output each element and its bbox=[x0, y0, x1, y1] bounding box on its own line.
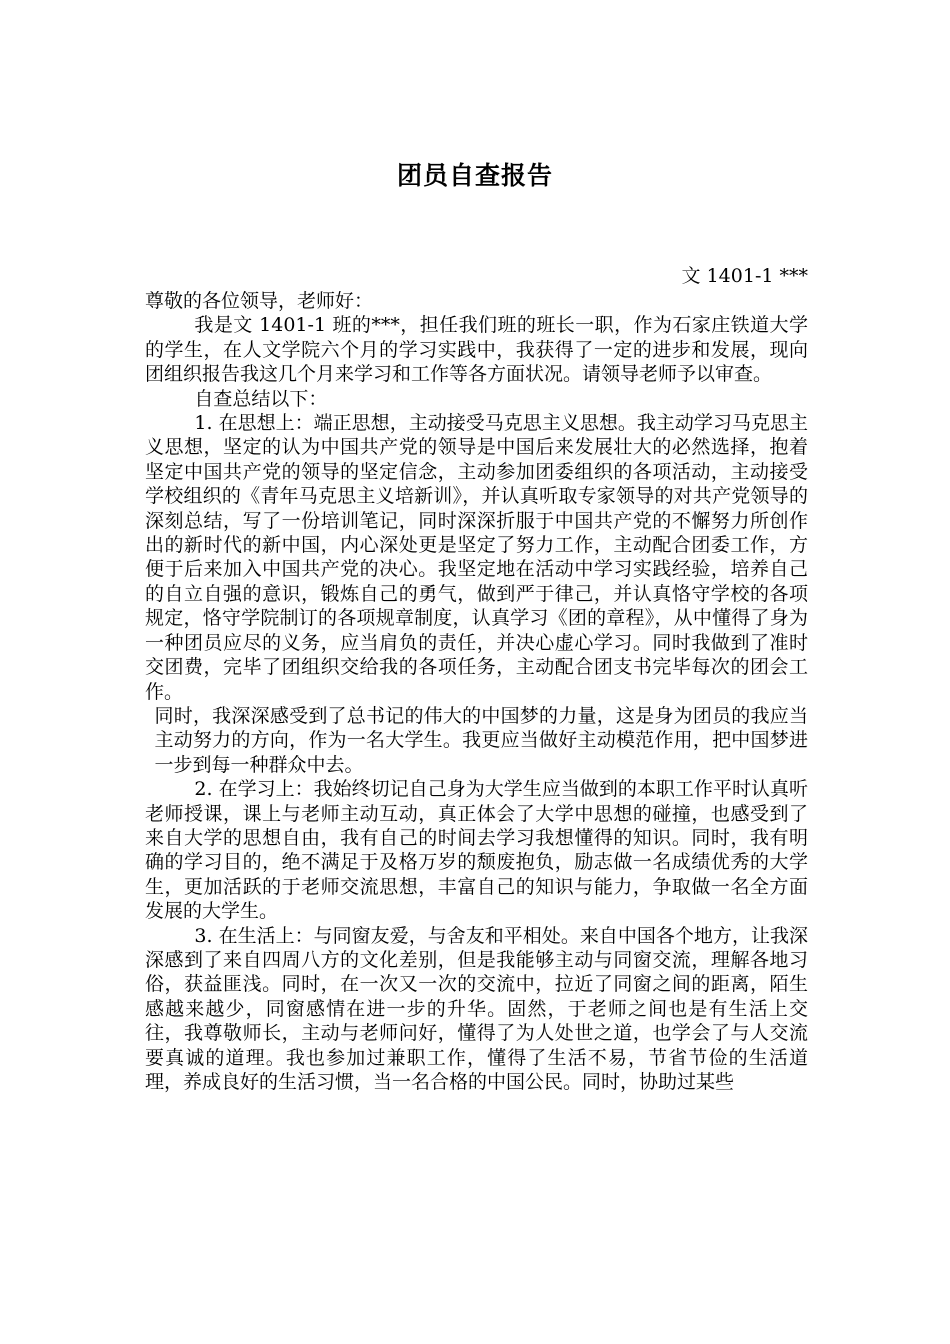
paragraph-summary-lead: 自查总结以下： bbox=[194, 387, 328, 410]
document-body bbox=[145, 289, 808, 1094]
paragraph-life: 3. 在生活上：与同窗友爱，与舍友和平相处。来自中国各个地方，让我深深感到了来自四周八方的文化差别，但是我能够主动与同窗交流，理解各地习俗，获益匪浅。同时，在一次又一次的交流中，拉近了同窗之间的距离，陌生感越来越少，同窗感情在进一步的升华。固然，于老师之间也是有生活上交往，我尊敬师长，主动与老师问好，懂得了为人处世之道，也学会了与人交流要真诚的道理。我也参加过兼职工作，懂得了生活不易，节省节俭的生活道理，养成良好的生活习惯，当一名合格的中国公民。同时，协助过某些 bbox=[145, 924, 808, 1093]
paragraph-ideology: 1. 在思想上：端正思想，主动接受马克思主义思想。我主动学习马克思主义思想，坚定的认为中国共产党的领导是中国后来发展壮大的必然选择，抱着坚定中国共产党的领导的坚定信念，主动参加团委组织的各项活动，主动接受学校组织的《青年马克思主义培新训》，并认真听取专家领导的对共产党领导的深刻总结，写了一份培训笔记，同时深深折服于中国共产党的不懈努力所创作出的新时代的新中国，内心深处更是坚定了努力工作，主动配合团委工作，方便于后来加入中国共产党的决心。我坚定地在活动中学习实践经验，培养自己的自立自强的意识，锻炼自己的勇气，做到严于律己，并认真恪守学校的各项规定，恪守学院制订的各项规章制度，认真学习《团的章程》，从中懂得了身为一种团员应尽的义务，应当肩负的责任，并决心虚心学习。同时我做到了准时交团费，完毕了团组织交给我的各项任务，主动配合团支书完毕每次的团会工作。 bbox=[145, 412, 808, 703]
paragraph-intro: 我是文 1401-1 班的***，担任我们班的班长一职，作为石家庄铁道大学的学生，在人文学院六个月的学习实践中，我获得了一定的进步和发展，现向团组织报告我这几个月来学习和工作等各方面状况。请领导老师予以审查。 bbox=[145, 314, 808, 386]
paragraph-study: 2. 在学习上：我始终切记自己身为大学生应当做到的本职工作平时认真听老师授课，课上与老师主动互动，真正体会了大学中思想的碰撞，也感受到了来自大学的思想自由，我有自己的时间去学习我想懂得的知识。同时，我有明确的学习目的，绝不满足于及格万岁的颓废抱负，励志做一名成绩优秀的大学生，更加活跃的于老师交流思想，丰富自己的知识与能力，争取做一名全方面发展的大学生。 bbox=[145, 778, 808, 923]
paragraph-chinese-dream: 同时，我深深感受到了总书记的伟大的中国梦的力量，这是身为团员的我应当主动努力的方向，作为一名大学生。我更应当做好主动模范作用，把中国梦进一步到每一种群众中去。 bbox=[154, 704, 808, 776]
document-title: 团员自查报告 bbox=[396, 161, 553, 190]
greeting: 尊敬的各位领导，老师好： bbox=[145, 290, 374, 312]
author-line: 文 1401-1 *** bbox=[681, 265, 808, 287]
